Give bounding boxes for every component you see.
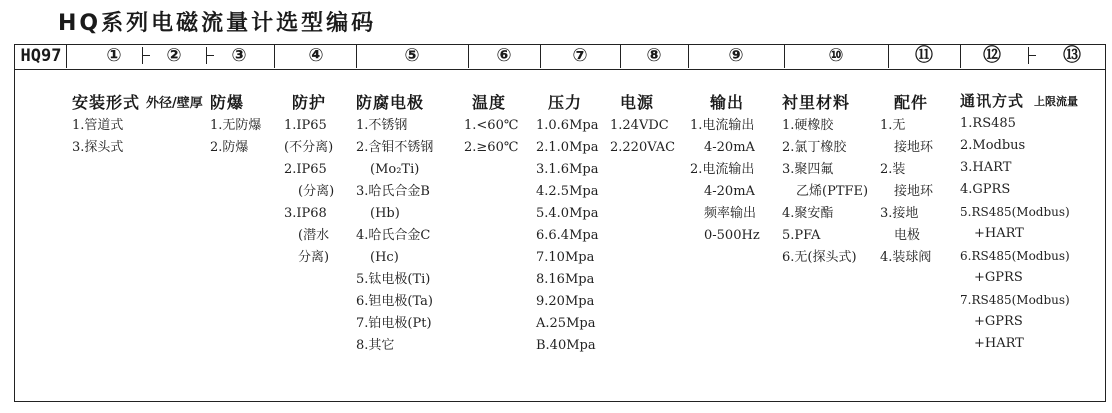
option-item: 3.哈氏合金B bbox=[356, 184, 430, 199]
position-11: ⑪ bbox=[915, 45, 933, 66]
position-7: ⑦ bbox=[572, 45, 588, 66]
option-item: 8.16Mpa bbox=[536, 272, 595, 287]
code-row bbox=[14, 44, 1106, 70]
code-prefix: HQ97 bbox=[20, 46, 62, 66]
option-item: 2.220VAC bbox=[610, 140, 676, 155]
option-item: 3.探头式 bbox=[72, 140, 124, 155]
option-item: 4.GPRS bbox=[960, 182, 1011, 197]
divider bbox=[960, 44, 961, 68]
column-header: 温度 bbox=[472, 93, 507, 112]
connector bbox=[1022, 44, 1036, 68]
option-item: 频率输出 bbox=[704, 206, 757, 221]
option-item: 1.IP65 bbox=[284, 118, 327, 133]
column-header: 通讯方式 bbox=[960, 92, 1025, 110]
option-item: 8.其它 bbox=[356, 338, 395, 353]
option-item: 2.防爆 bbox=[210, 140, 249, 155]
position-4: ④ bbox=[308, 45, 324, 66]
option-item: 2.装 bbox=[880, 162, 906, 177]
option-item: 4.哈氏合金C bbox=[356, 228, 431, 243]
position-5: ⑤ bbox=[404, 45, 420, 66]
option-item: (分离) bbox=[298, 184, 335, 199]
option-item: 2.1.0Mpa bbox=[536, 140, 599, 155]
column-install-type bbox=[72, 90, 140, 159]
column-header: 防腐电极 bbox=[356, 93, 425, 112]
column-lining-material bbox=[782, 90, 868, 269]
divider bbox=[274, 44, 275, 68]
option-item: 2.含钼不锈钢 bbox=[356, 140, 434, 155]
column-pressure bbox=[536, 90, 598, 357]
option-item: 1.硬橡胶 bbox=[782, 118, 834, 133]
option-item: 1.不锈钢 bbox=[356, 118, 408, 133]
option-item: 3.IP68 bbox=[284, 206, 327, 221]
option-item: 1.管道式 bbox=[72, 118, 124, 133]
option-item: 4.2.5Mpa bbox=[536, 184, 599, 199]
column-protection bbox=[284, 90, 334, 269]
option-item: 分离) bbox=[298, 250, 330, 265]
position-1: ① bbox=[106, 45, 122, 66]
option-item: 3.接地 bbox=[880, 206, 919, 221]
option-item: 3.聚四氟 bbox=[782, 162, 834, 177]
option-item: 1.RS485 bbox=[960, 116, 1016, 131]
option-item: 7.RS485(Modbus) bbox=[960, 293, 1070, 307]
option-item: 5.RS485(Modbus) bbox=[960, 205, 1070, 219]
option-item: 电极 bbox=[894, 228, 921, 243]
position-8: ⑧ bbox=[646, 45, 662, 66]
option-item: 1.0.6Mpa bbox=[536, 118, 599, 133]
option-item: 6.无(探头式) bbox=[782, 250, 857, 265]
divider bbox=[66, 44, 67, 68]
column-power bbox=[610, 90, 675, 159]
column-header: 衬里材料 bbox=[782, 93, 851, 112]
position-2: ② bbox=[166, 45, 182, 66]
option-item: 2.≥60℃ bbox=[464, 140, 519, 155]
column-header: 配件 bbox=[894, 93, 929, 112]
option-item: 4-20mA bbox=[704, 184, 755, 199]
connector bbox=[200, 44, 214, 68]
option-item: 2.氯丁橡胶 bbox=[782, 140, 847, 155]
option-item: 4.聚安酯 bbox=[782, 206, 834, 221]
option-item: 7.10Mpa bbox=[536, 250, 595, 265]
option-item: B.40Mpa bbox=[536, 338, 596, 353]
column-header: 防护 bbox=[292, 93, 327, 112]
option-item: 乙烯(PTFE) bbox=[796, 184, 869, 199]
option-item: (Hb) bbox=[370, 206, 400, 221]
option-item: 6.钽电极(Ta) bbox=[356, 294, 433, 309]
column-header: 压力 bbox=[548, 93, 583, 112]
option-item: 4-20mA bbox=[704, 140, 755, 155]
option-item: +HART bbox=[974, 226, 1024, 241]
option-item: 6.6.4Mpa bbox=[536, 228, 599, 243]
column-accessories bbox=[880, 90, 933, 269]
option-item: 4.装球阀 bbox=[880, 250, 932, 265]
column-header: 外径/壁厚 bbox=[146, 96, 203, 111]
option-item: 1.电流输出 bbox=[690, 118, 755, 133]
position-10: ⑩ bbox=[828, 45, 844, 66]
option-item: 9.20Mpa bbox=[536, 294, 595, 309]
option-item: 2.Modbus bbox=[960, 138, 1026, 153]
option-item: 接地环 bbox=[894, 140, 934, 155]
column-electrode bbox=[356, 90, 433, 357]
option-item: 1.无 bbox=[880, 118, 906, 133]
option-item: +HART bbox=[974, 336, 1024, 351]
option-item: 3.1.6Mpa bbox=[536, 162, 599, 177]
option-item: 接地环 bbox=[894, 184, 934, 199]
column-output bbox=[690, 90, 760, 247]
option-item: 1.24VDC bbox=[610, 118, 669, 133]
column-communication bbox=[960, 90, 1070, 355]
option-item: 2.电流输出 bbox=[690, 162, 755, 177]
column-header: 安装形式 bbox=[72, 93, 141, 112]
column-header: 输出 bbox=[710, 93, 745, 112]
position-13: ⑬ bbox=[1063, 45, 1081, 66]
option-item: 1.无防爆 bbox=[210, 118, 262, 133]
option-item: 3.HART bbox=[960, 160, 1012, 175]
option-item: A.25Mpa bbox=[536, 316, 596, 331]
position-3: ③ bbox=[231, 45, 247, 66]
option-item: 6.RS485(Modbus) bbox=[960, 249, 1070, 263]
column-header: 上限流量 bbox=[1034, 95, 1078, 108]
column-explosion-proof bbox=[210, 90, 261, 159]
position-9: ⑨ bbox=[728, 45, 744, 66]
position-12: ⑫ bbox=[983, 45, 1001, 66]
option-item: 2.IP65 bbox=[284, 162, 327, 177]
option-item: 5.4.0Mpa bbox=[536, 206, 599, 221]
option-item: (潜水 bbox=[298, 228, 330, 243]
column-temperature bbox=[464, 90, 518, 159]
column-header: 电源 bbox=[620, 93, 655, 112]
option-item: 5.钛电极(Ti) bbox=[356, 272, 431, 287]
option-item: +GPRS bbox=[974, 270, 1023, 285]
column-header: 防爆 bbox=[210, 93, 245, 112]
connector bbox=[136, 44, 150, 68]
option-item: (Hc) bbox=[370, 250, 399, 265]
page-title: HQ系列电磁流量计选型编码 bbox=[58, 11, 377, 36]
option-item: (不分离) bbox=[284, 140, 334, 155]
option-item: 1.<60℃ bbox=[464, 118, 519, 133]
option-item: 5.PFA bbox=[782, 228, 821, 243]
option-item: 0-500Hz bbox=[704, 228, 760, 243]
position-6: ⑥ bbox=[496, 45, 512, 66]
option-item: +GPRS bbox=[974, 314, 1023, 329]
column-diameter bbox=[146, 90, 203, 113]
option-item: (Mo₂Ti) bbox=[370, 162, 420, 177]
option-item: 7.铂电极(Pt) bbox=[356, 316, 432, 331]
column-upper-flow bbox=[1034, 90, 1078, 111]
